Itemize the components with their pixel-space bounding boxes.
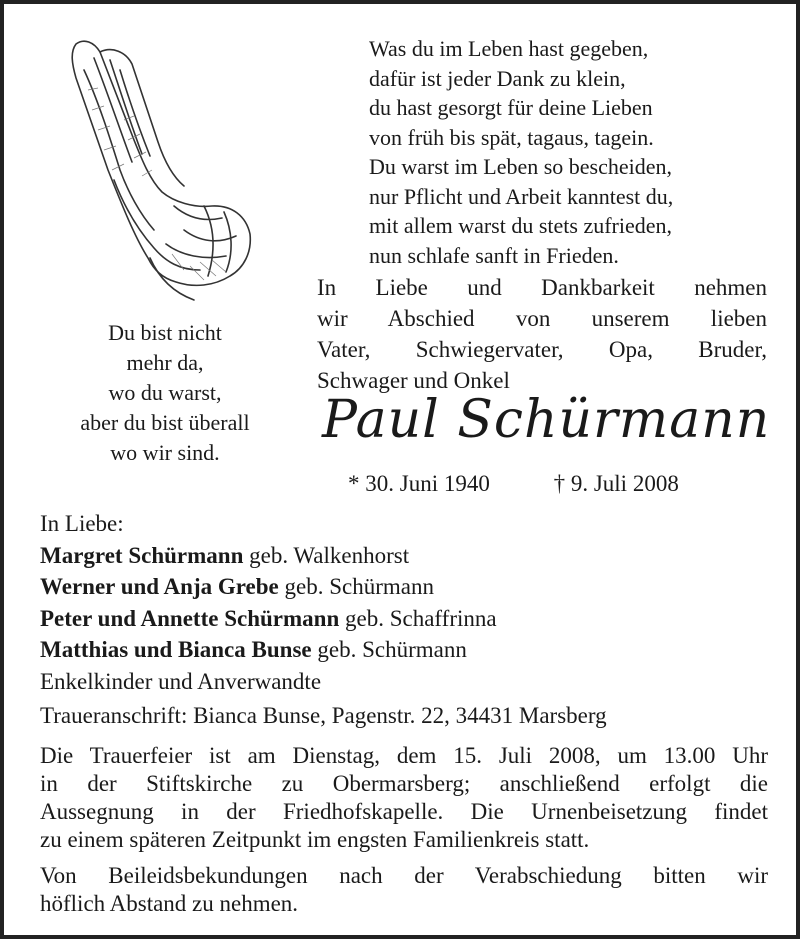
poem-line: dafür ist jeder Dank zu klein, [369,65,626,91]
condolence-line: Von Beileidsbekundungen nach der Verabschiedung bitten wir [40,863,768,888]
poem-line: nur Pflicht und Arbeit kanntest du, [369,183,674,209]
member-maiden-name: geb. Schaffrinna [339,605,497,631]
death-date: † 9. Juli 2008 [553,471,679,496]
member-name: Peter und Annette Schürmann [40,605,340,631]
mourning-address: Traueranschrift: Bianca Bunse, Pagenstr. 22, 34431 Marsberg [40,703,607,728]
poem-line: Du warst im Leben so bescheiden, [369,154,673,179]
poem-line: mit allem warst du stets zufrieden, [369,213,673,238]
intro-line: wir Abschied von unserem lieben [317,306,767,331]
condolence-line: höflich Abstand zu nehmen. [40,891,299,916]
ceremony-line: zu einem späteren Zeitpunkt im engsten Familienkreis statt. [40,827,590,852]
family-heading: In Liebe: [40,511,124,536]
poem-line: von früh bis spät, tagaus, tagein. [369,124,654,150]
ceremony-line: Aussegnung in der Friedhofskapelle. Die Urnenbeisetzung findet [40,799,768,824]
ceremony-line: in der Stiftskirche zu Obermarsberg; anschließend erfolgt die [40,771,768,796]
member-name: Margret Schürmann [40,542,244,568]
intro-line: In Liebe und Dankbarkeit nehmen [317,275,767,300]
life-dates [348,471,679,497]
member-name: Werner und Anja Grebe [40,574,279,599]
intro-text [317,272,767,396]
family-list [40,508,497,697]
member-maiden-name: geb. Walkenhorst [243,542,410,568]
ceremony-line: Die Trauerfeier ist am Dienstag, dem 15. Juli 2008, um 13.00 Uhr [40,743,768,768]
intro-line: Schwager und Onkel [317,368,510,393]
intro-line: Vater, Schwiegervater, Opa, Bruder, [317,337,767,362]
family-member [40,634,497,666]
deceased-name: Paul Schürmann [322,390,771,450]
poem-line: nun schlafe sanft in Frieden. [369,242,619,268]
left-verse [40,318,290,468]
family-closing: Enkelkinder und Anverwandte [40,668,322,694]
birth-date: * 30. Juni 1940 [348,471,490,496]
member-maiden-name: geb. Schürmann [278,574,434,599]
poem [369,34,673,270]
verse-line: mehr da, [126,350,204,375]
poem-line: Was du im Leben hast gegeben, [369,36,649,61]
condolence-note [40,862,768,918]
praying-hands-icon [54,30,254,310]
verse-line: Du bist nicht [108,320,222,345]
member-maiden-name: geb. Schürmann [311,637,467,662]
member-name: Matthias und Bianca Bunse [40,637,312,662]
family-member [40,571,497,603]
ceremony-info [40,742,768,854]
verse-line: wo wir sind. [110,440,220,465]
verse-line: aber du bist überall [80,410,250,435]
family-member [40,603,497,635]
verse-line: wo du warst, [108,380,222,405]
poem-line: du hast gesorgt für deine Lieben [369,95,653,120]
family-member [40,540,497,572]
